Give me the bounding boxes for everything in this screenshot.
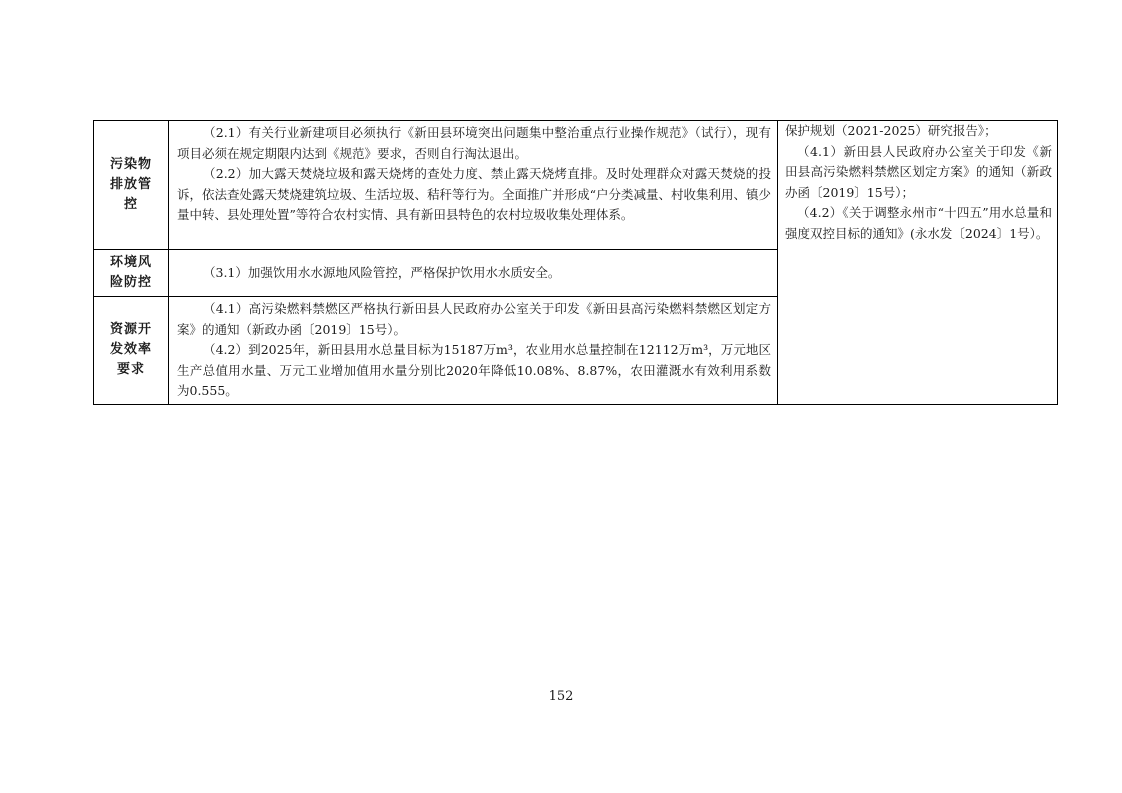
content-cell [169,297,778,405]
references-cell [778,121,1058,405]
paragraph: （4.1）高污染燃料禁燃区严格执行新田县人民政府办公室关于印发《新田县高污染燃料禁燃区划定方案》的通知（新政办函〔2019〕15号）。 [177,301,771,337]
page-number: 152 [548,689,574,704]
reference-item: （4.2）《关于调整永州市“十四五”用水总量和强度双控目标的通知》(永水发〔2024〕1号）。 [785,205,1052,241]
category-cell [94,250,169,297]
paragraph: （2.2）加大露天焚烧垃圾和露天烧烤的查处力度、禁止露天烧烤直排。及时处理群众对露天焚烧的投诉，依法查处露天焚烧建筑垃圾、生活垃圾、秸秆等行为。全面推广并形成“户分类减量、村收集利用、镇少量中转、县处理处置”等符合农村实情、具有新田县特色的农村垃圾收集处理体系。 [177,166,771,223]
category-label: 环境风险防控 [109,255,152,290]
paragraph: （2.1）有关行业新建项目必须执行《新田县环境突出问题集中整治重点行业操作规范》（试行），现有项目必须在规定期限内达到《规范》要求，否则自行淘汰退出。 [177,125,771,161]
paragraph: （3.1）加强饮用水水源地风险管控，严格保护饮用水水质安全。 [203,264,561,280]
content-cell [169,121,778,250]
category-cell [94,297,169,405]
category-label: 污染物排放管控 [109,157,152,212]
table-row [94,121,1058,250]
reference-item: 保护规划（2021-2025）研究报告》； [785,123,997,138]
category-cell [94,121,169,250]
content-cell [169,250,778,297]
category-label: 资源开发效率要求 [109,322,152,378]
reference-item: （4.1）新田县人民政府办公室关于印发《新田县高污染燃料禁燃区划定方案》的通知（新政办函〔2019〕15号）； [785,143,1052,200]
regulation-table [93,120,1058,405]
paragraph: （4.2）到2025年，新田县用水总量目标为15187万m³，农业用水总量控制在12112万m³，万元地区生产总值用水量、万元工业增加值用水量分别比2020年降低10.08%、8.87%，农田灌溉水有效利用系数为0.555。 [177,342,771,399]
